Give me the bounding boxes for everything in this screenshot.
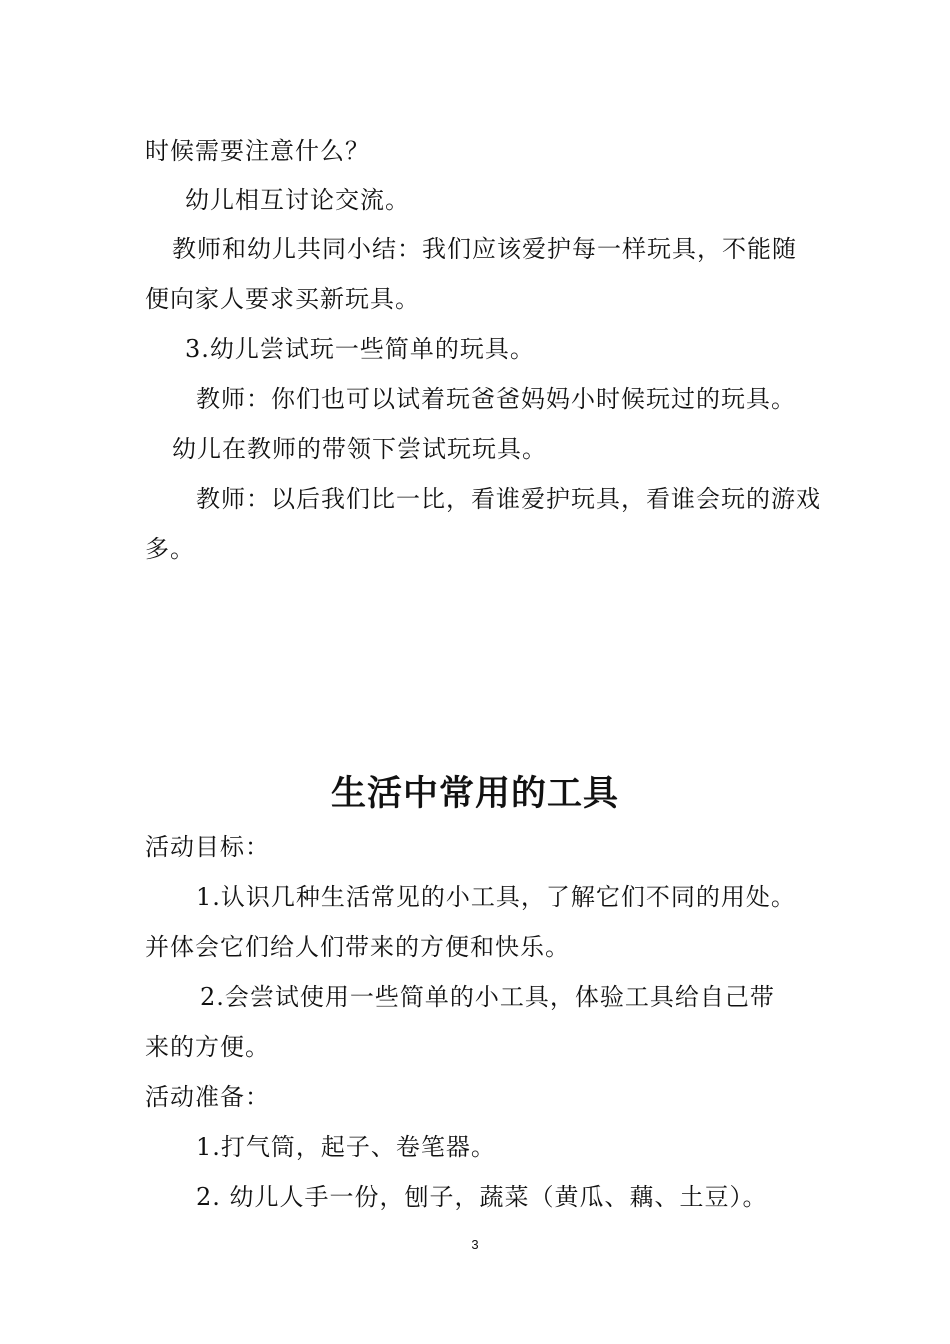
- paragraph-line: 多。: [145, 535, 195, 563]
- prep-heading: 活动准备：: [145, 1083, 270, 1111]
- paragraph-line: 3.幼儿尝试玩一些简单的玩具。: [185, 335, 535, 363]
- paragraph-line: 时候需要注意什么？: [145, 137, 370, 165]
- goal-item: 2.会尝试使用一些简单的小工具，体验工具给自己带: [200, 983, 775, 1011]
- goal-item-continuation: 来的方便。: [145, 1033, 270, 1061]
- paragraph-line: 便向家人要求买新玩具。: [145, 285, 420, 313]
- prep-item: 2. 幼儿人手一份，刨子，蔬菜（黄瓜、藕、土豆）。: [196, 1183, 768, 1211]
- paragraph-line: 教师：你们也可以试着玩爸爸妈妈小时候玩过的玩具。: [196, 385, 796, 413]
- paragraph-line: 教师和幼儿共同小结：我们应该爱护每一样玩具，不能随: [172, 235, 797, 263]
- paragraph-line: 教师：以后我们比一比，看谁爱护玩具，看谁会玩的游戏: [196, 485, 821, 513]
- paragraph-line: 幼儿相互讨论交流。: [185, 186, 410, 214]
- paragraph-line: 幼儿在教师的带领下尝试玩玩具。: [172, 435, 547, 463]
- goals-heading: 活动目标：: [145, 833, 270, 861]
- goal-item-continuation: 并体会它们给人们带来的方便和快乐。: [145, 933, 570, 961]
- goal-item: 1.认识几种生活常见的小工具，了解它们不同的用处。: [196, 883, 796, 911]
- prep-item: 1.打气筒，起子、卷笔器。: [196, 1133, 496, 1161]
- section-title: 生活中常用的工具: [330, 773, 619, 814]
- page-number: 3: [471, 1237, 479, 1252]
